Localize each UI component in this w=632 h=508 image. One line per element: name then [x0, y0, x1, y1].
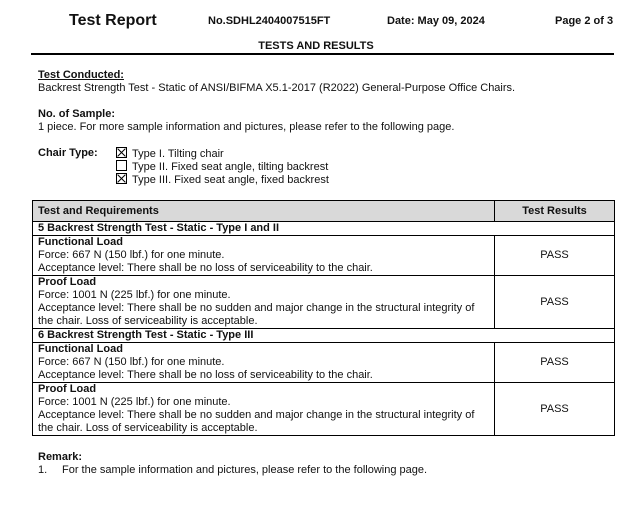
requirement-cell	[33, 276, 495, 329]
header-divider	[31, 53, 614, 55]
chair-type-options	[116, 147, 416, 186]
test-conducted-block	[38, 69, 515, 95]
requirement-cell	[33, 236, 495, 276]
chair-type-option-label: Type II. Fixed seat angle, tilting backrest	[132, 161, 329, 173]
table-row	[33, 276, 615, 329]
requirement-line: Acceptance level: There shall be no loss of serviceability to the chair.	[38, 262, 373, 274]
result-cell: PASS	[495, 276, 615, 329]
requirement-name: Functional Load	[38, 343, 123, 355]
result-cell: PASS	[495, 236, 615, 276]
remark-heading: Remark:	[38, 451, 83, 463]
remark-number: 1.	[38, 464, 48, 476]
report-title: Test Report	[69, 12, 157, 29]
requirement-line: Acceptance level: There shall be no sudden and major change in the structural integrity of the chair. Loss of serviceability is acceptable.	[38, 409, 475, 434]
chair-type-option-label: Type I. Tilting chair	[132, 148, 224, 160]
remark-block	[38, 451, 427, 477]
requirement-line: Force: 1001 N (225 lbf.) for one minute.	[38, 396, 231, 408]
samples-block	[38, 108, 454, 134]
chair-type-label: Chair Type:	[38, 147, 98, 159]
col-results: Test Results	[495, 201, 615, 222]
result-cell: PASS	[495, 383, 615, 436]
requirement-line: Force: 667 N (150 lbf.) for one minute.	[38, 356, 225, 368]
section-title: TESTS AND RESULTS	[258, 40, 374, 52]
result-cell: PASS	[495, 343, 615, 383]
page-number: Page 2 of 3	[555, 15, 614, 27]
checked-box-icon	[116, 173, 127, 184]
requirement-cell	[33, 383, 495, 436]
table-row	[33, 383, 615, 436]
results-body	[33, 222, 615, 436]
table-row	[33, 343, 615, 383]
chair-type-option	[116, 160, 416, 173]
requirement-line: Acceptance level: There shall be no sudden and major change in the structural integrity of the chair. Loss of serviceability is acceptable.	[38, 302, 475, 327]
requirement-line: Force: 667 N (150 lbf.) for one minute.	[38, 249, 225, 261]
requirement-line: Force: 1001 N (225 lbf.) for one minute.	[38, 289, 231, 301]
requirement-name: Proof Load	[38, 276, 97, 288]
col-requirements: Test and Requirements	[33, 201, 495, 222]
remark-item	[38, 464, 427, 477]
table-row	[33, 236, 615, 276]
section-title-cell: 5 Backrest Strength Test - Static - Type I and II	[33, 222, 615, 236]
section-title-cell: 6 Backrest Strength Test - Static - Type III	[33, 329, 615, 343]
report-date: Date: May 09, 2024	[387, 15, 485, 27]
chair-type-option-label: Type III. Fixed seat angle, fixed backrest	[132, 174, 329, 186]
samples-text: 1 piece. For more sample information and pictures, please refer to the following page.	[38, 121, 455, 133]
requirement-name: Proof Load	[38, 383, 97, 395]
results-table	[32, 200, 615, 436]
table-header-row	[33, 201, 615, 222]
requirement-line: Acceptance level: There shall be no loss of serviceability to the chair.	[38, 369, 373, 381]
test-conducted-text: Backrest Strength Test - Static of ANSI/BIFMA X5.1-2017 (R2022) General-Purpose Office Chairs.	[38, 82, 516, 94]
test-conducted-heading: Test Conducted:	[38, 69, 124, 81]
requirement-cell	[33, 343, 495, 383]
samples-heading: No. of Sample:	[38, 108, 116, 120]
chair-type-option	[116, 147, 416, 160]
remark-text: For the sample information and pictures, please refer to the following page.	[62, 464, 428, 476]
section-row	[33, 222, 615, 236]
remark-items	[38, 464, 427, 477]
unchecked-box-icon	[116, 160, 127, 171]
section-row	[33, 329, 615, 343]
chair-type-option	[116, 173, 416, 186]
checked-box-icon	[116, 147, 127, 158]
report-number: No.SDHL2404007515FT	[208, 15, 331, 27]
requirement-name: Functional Load	[38, 236, 123, 248]
report-header	[0, 12, 632, 34]
